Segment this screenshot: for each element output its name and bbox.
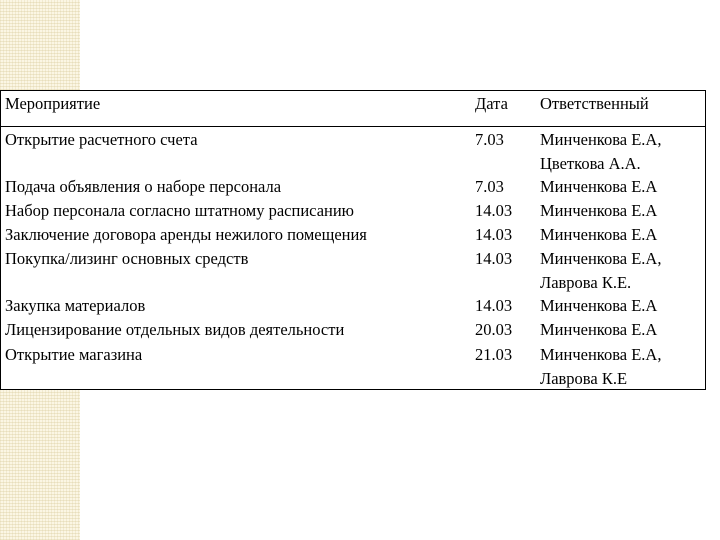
responsible-cell: Цветкова А.А. [540,154,641,173]
event-cell: Закупка материалов [5,296,146,315]
date-cell: 21.03 [475,345,513,364]
responsible-cell: Минченкова Е.А [540,296,658,315]
column-responsible [540,91,706,389]
header-date: Дата [475,94,508,113]
event-cell: Подача объявления о наборе персонала [5,177,282,196]
responsible-cell: Минченкова Е.А, [540,249,662,268]
responsible-cell: Минченкова Е.А [540,225,658,244]
date-cell: 20.03 [475,320,513,339]
column-date [475,91,535,389]
responsible-cell: Минченкова Е.А [540,320,658,339]
responsible-cell: Минченкова Е.А, [540,345,662,364]
event-cell: Заключение договора аренды нежилого помещения [5,225,367,244]
date-cell: 14.03 [475,296,513,315]
column-event [5,91,465,389]
event-cell: Открытие расчетного счета [5,130,198,149]
event-cell: Открытие магазина [5,345,143,364]
header-responsible: Ответственный [540,94,649,113]
responsible-cell: Лаврова К.Е. [540,273,632,292]
event-cell: Лицензирование отдельных видов деятельности [5,320,345,339]
responsible-cell: Минченкова Е.А [540,201,658,220]
event-schedule-table [0,90,706,390]
date-cell: 14.03 [475,201,513,220]
header-event: Мероприятие [5,94,101,113]
event-cell: Набор персонала согласно штатному расписанию [5,201,355,220]
event-cell: Покупка/лизинг основных средств [5,249,249,268]
responsible-cell: Лаврова К.Е [540,369,628,388]
date-cell: 14.03 [475,225,513,244]
date-cell: 7.03 [475,177,504,196]
responsible-cell: Минченкова Е.А, [540,130,662,149]
date-cell: 7.03 [475,130,504,149]
date-cell: 14.03 [475,249,513,268]
responsible-cell: Минченкова Е.А [540,177,658,196]
